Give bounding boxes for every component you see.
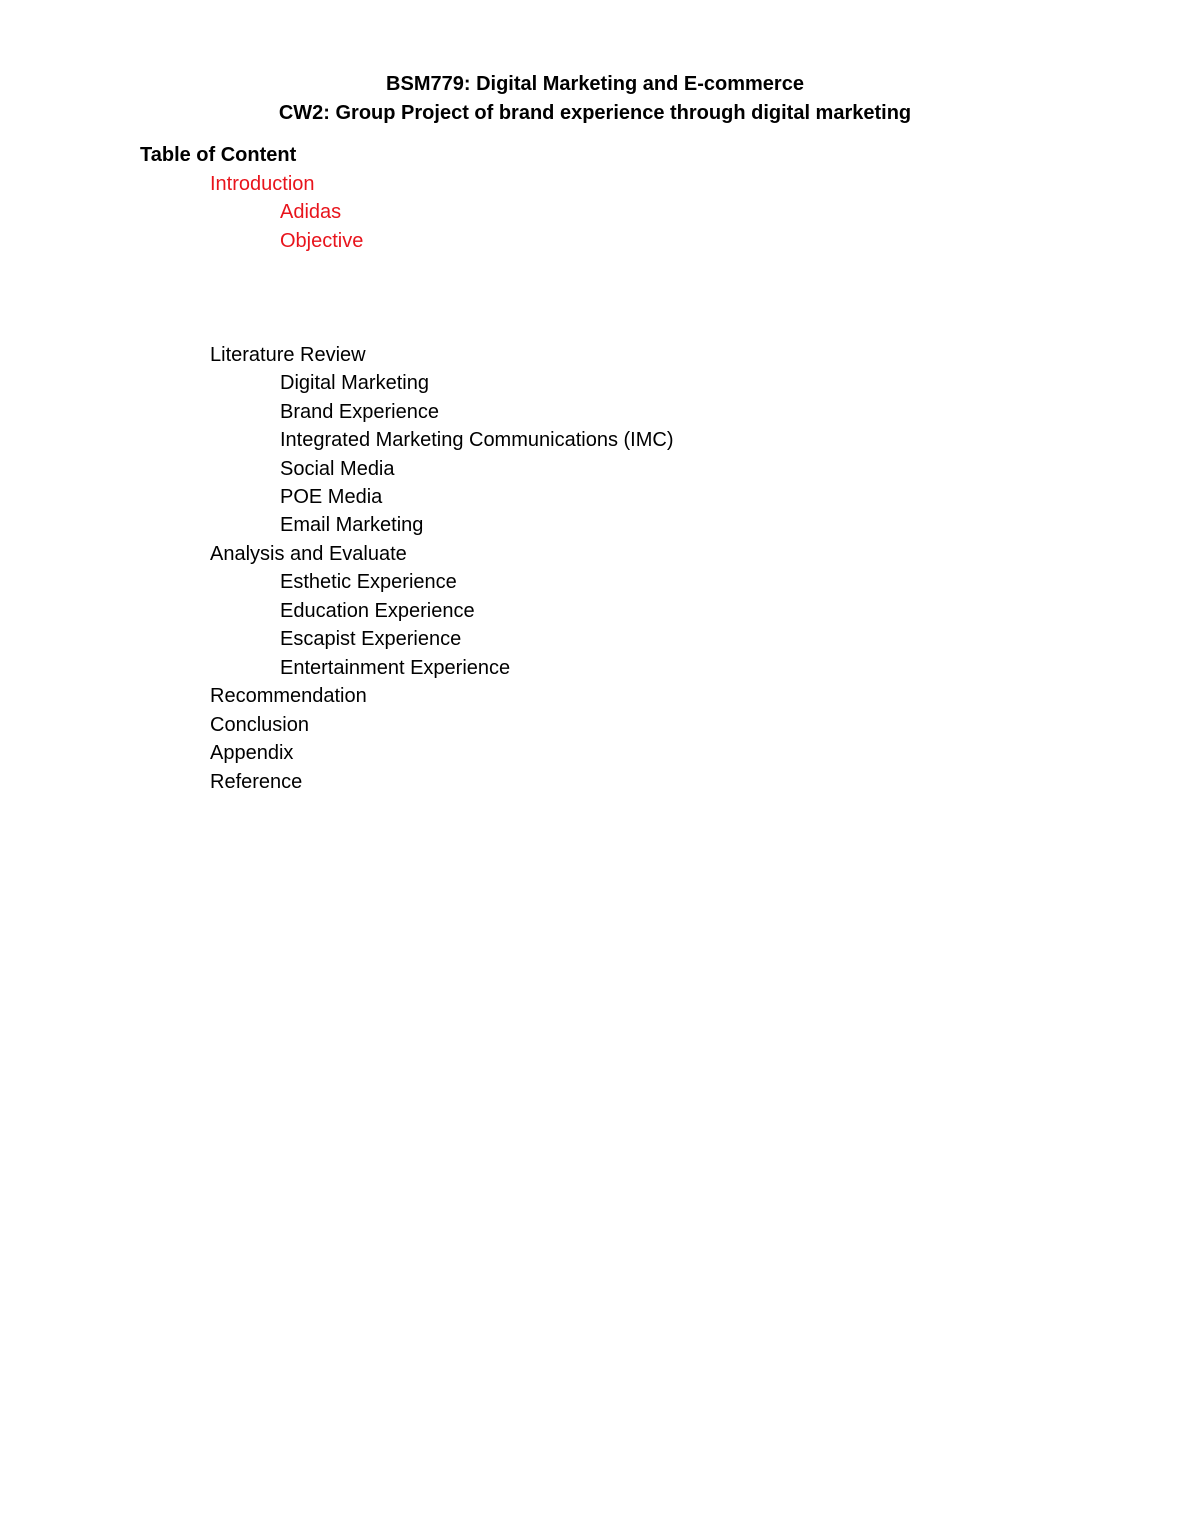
toc-heading: Table of Content — [140, 144, 297, 166]
toc-item-entertainment-experience: Entertainment Experience — [280, 657, 511, 679]
toc-item-imc: Integrated Marketing Communications (IMC) — [280, 429, 674, 451]
toc-item-education-experience: Education Experience — [280, 600, 475, 622]
toc-item-escapist-experience: Escapist Experience — [280, 628, 462, 650]
toc-item-adidas: Adidas — [280, 201, 342, 223]
toc-item-digital-marketing: Digital Marketing — [280, 372, 429, 394]
toc-item-poe-media: POE Media — [280, 486, 383, 508]
document-header — [0, 70, 1190, 128]
toc-item-brand-experience: Brand Experience — [280, 401, 439, 423]
toc-item-objective: Objective — [280, 230, 364, 252]
course-title: BSM779: Digital Marketing and E-commerce — [386, 73, 804, 95]
toc-item-email-marketing: Email Marketing — [280, 514, 424, 536]
toc-item-social-media: Social Media — [280, 458, 395, 480]
toc-item-literature-review: Literature Review — [210, 344, 366, 366]
toc-item-reference: Reference — [210, 771, 303, 793]
toc-item-introduction: Introduction — [210, 173, 315, 195]
toc-item-analysis-and-evaluate: Analysis and Evaluate — [210, 543, 407, 565]
toc-item-appendix: Appendix — [210, 742, 294, 764]
toc-item-conclusion: Conclusion — [210, 714, 309, 736]
project-title: CW2: Group Project of brand experience through digital marketing — [278, 102, 912, 124]
toc-item-recommendation: Recommendation — [210, 685, 367, 707]
toc-item-esthetic-experience: Esthetic Experience — [280, 571, 457, 593]
